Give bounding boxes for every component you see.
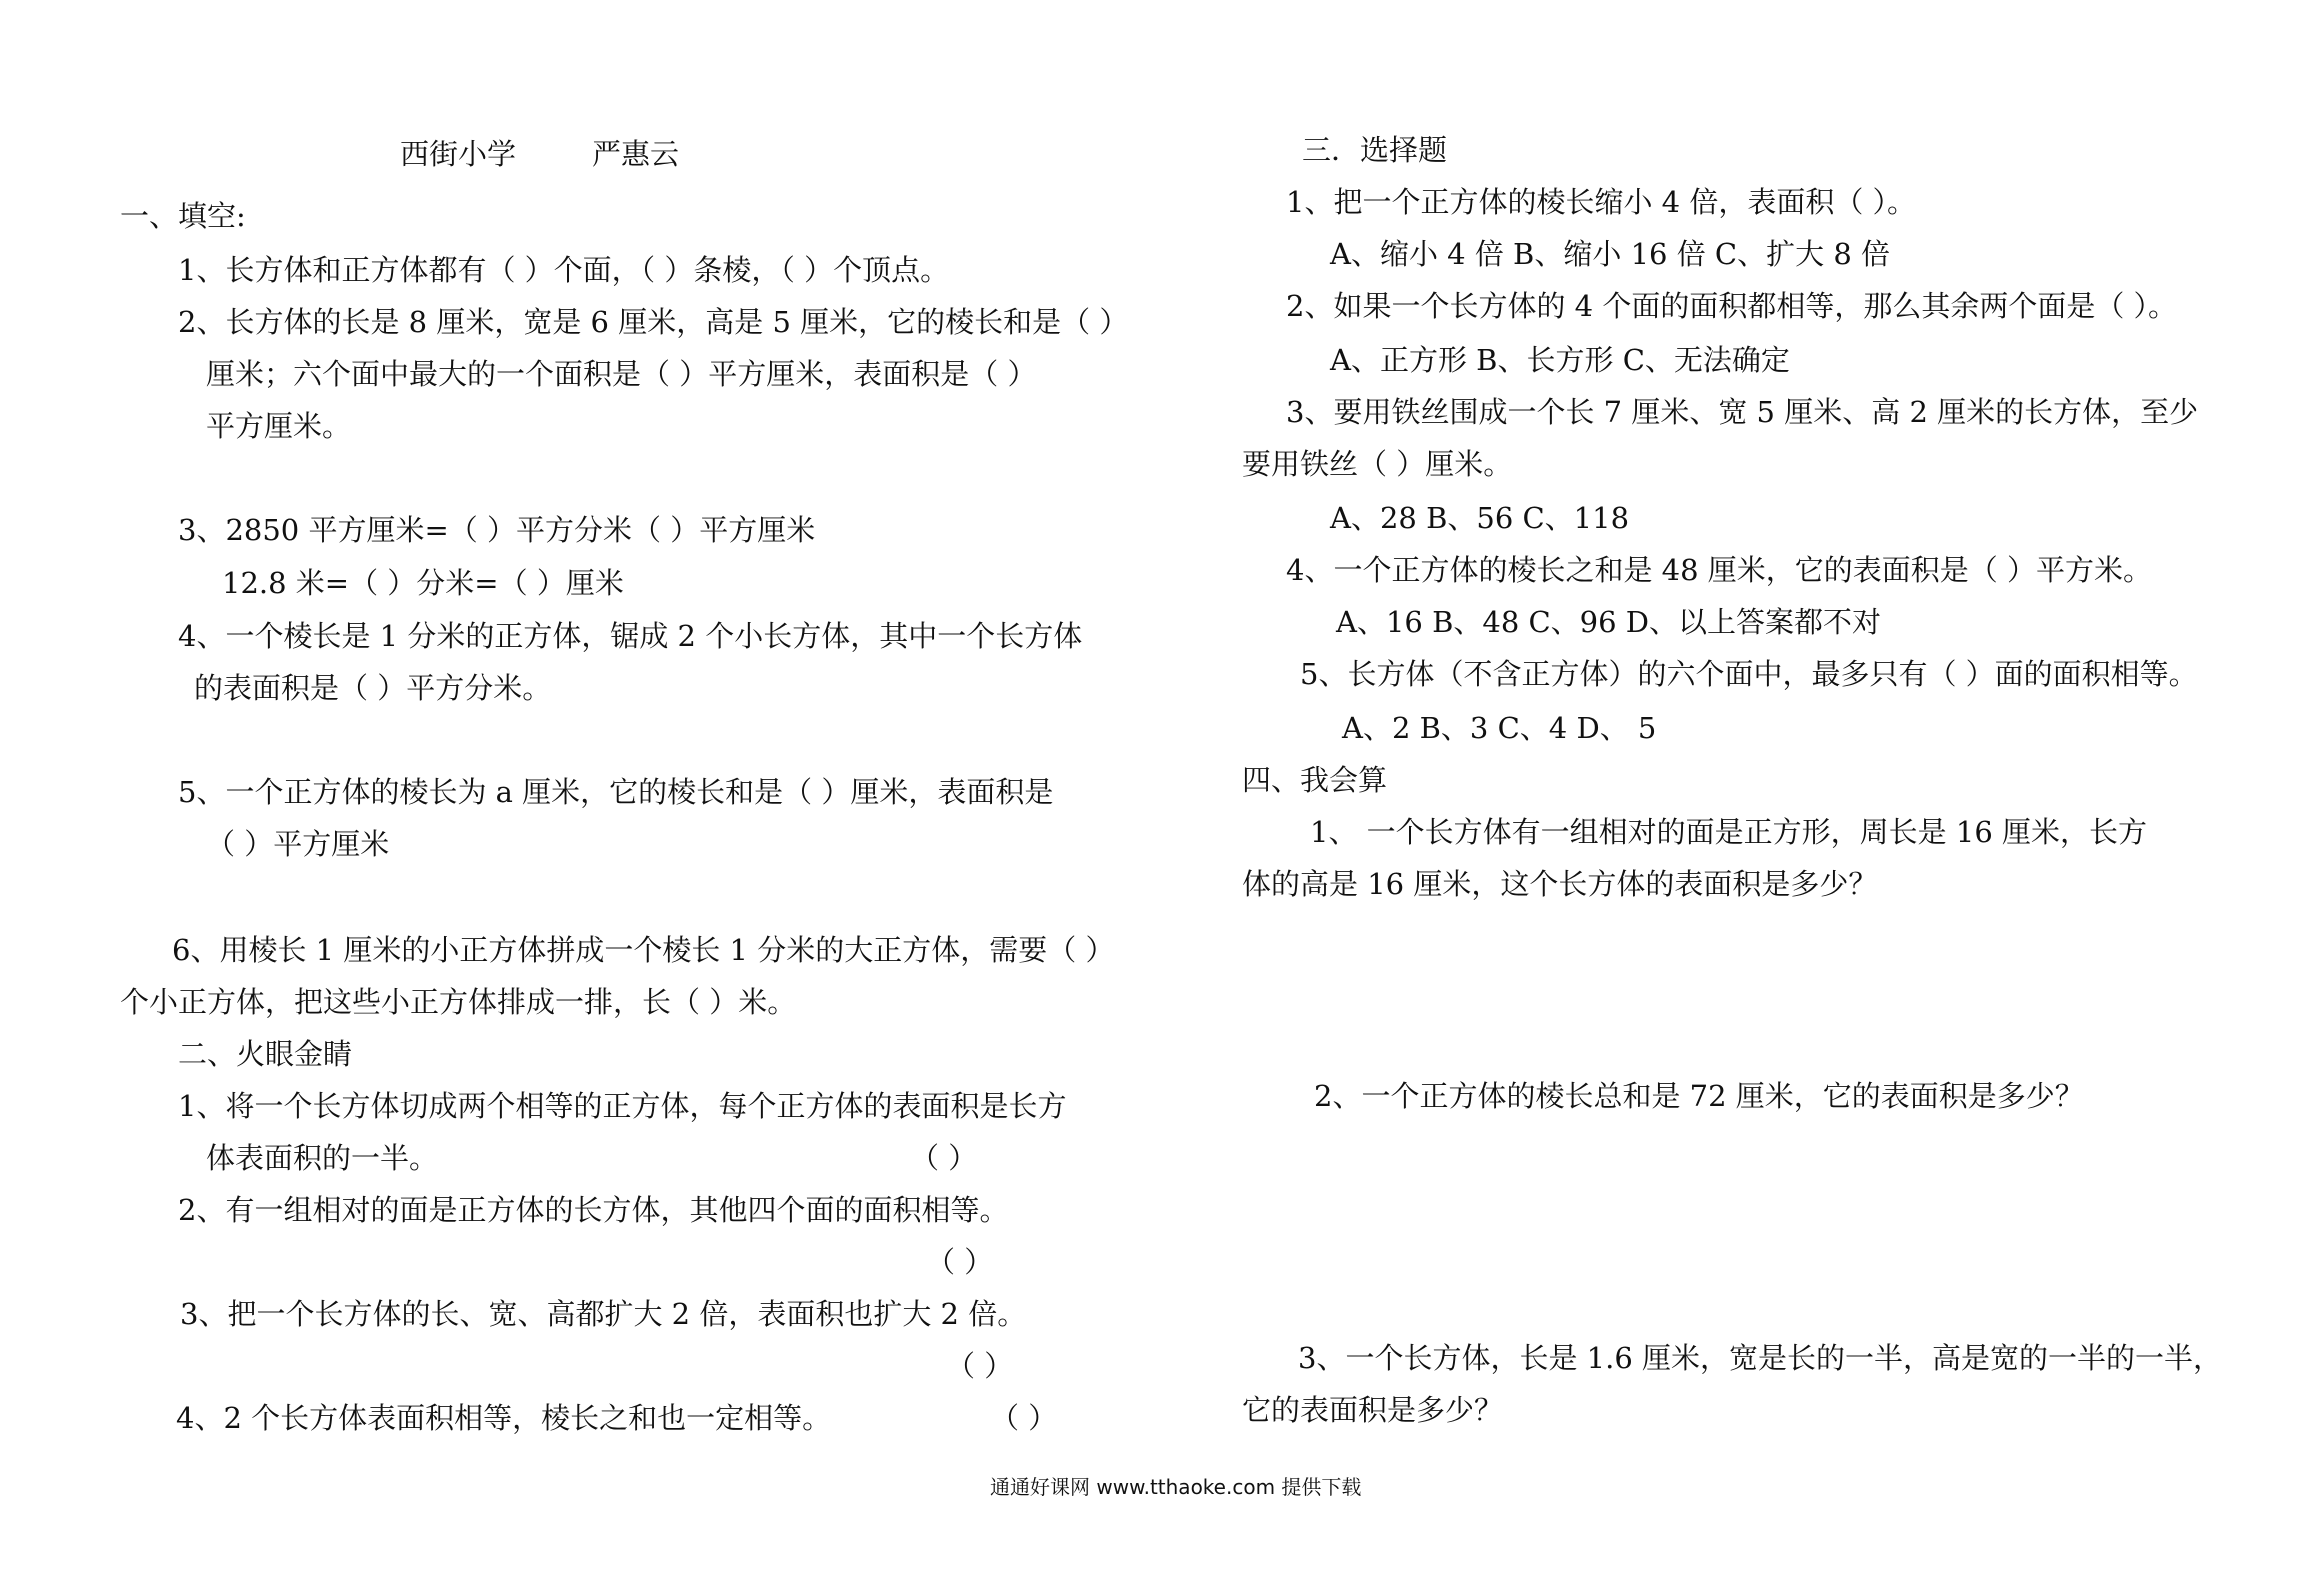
choice-q1-options: A、缩小 4 倍 B、缩小 16 倍 C、扩大 8 倍 bbox=[1330, 237, 1890, 271]
tf-q1-answer: （ ） bbox=[910, 1141, 978, 1175]
calc-q1-line1: 1、 一个长方体有一组相对的面是正方形，周长是 16 厘米，长方 bbox=[1310, 815, 2148, 849]
fill-q2-line2: 厘米；六个面中最大的一个面积是（ ）平方厘米，表面积是（ ） bbox=[206, 357, 1037, 391]
choice-q2: 2、如果一个长方体的 4 个面的面积都相等，那么其余两个面是（ ）。 bbox=[1286, 289, 2178, 323]
school-name: 西街小学 bbox=[400, 137, 517, 171]
tf-q1-line2: 体表面积的一半。 bbox=[206, 1141, 439, 1175]
tf-q3: 3、把一个长方体的长、宽、高都扩大 2 倍，表面积也扩大 2 倍。 bbox=[180, 1297, 1027, 1331]
fill-q5-line1: 5、一个正方体的棱长为 a 厘米，它的棱长和是（ ）厘米，表面积是 bbox=[178, 775, 1054, 809]
section-4-title: 四、我会算 bbox=[1242, 763, 1388, 797]
fill-q4-line1: 4、一个棱长是 1 分米的正方体，锯成 2 个小长方体，其中一个长方体 bbox=[178, 619, 1083, 653]
calc-q3-line2: 它的表面积是多少？ bbox=[1242, 1393, 1504, 1427]
choice-q3-options: A、28 B、56 C、118 bbox=[1330, 501, 1630, 535]
tf-q1-line1: 1、将一个长方体切成两个相等的正方体，每个正方体的表面积是长方 bbox=[178, 1089, 1067, 1123]
calc-q1-line2: 体的高是 16 厘米，这个长方体的表面积是多少？ bbox=[1242, 867, 1878, 901]
teacher-name: 严惠云 bbox=[592, 137, 680, 171]
tf-q4: 4、2 个长方体表面积相等，棱长之和也一定相等。 bbox=[176, 1401, 832, 1435]
choice-q5: 5、长方体（不含正方体）的六个面中，最多只有（ ）面的面积相等。 bbox=[1300, 657, 2198, 691]
fill-q1: 1、长方体和正方体都有（ ）个面，（ ）条棱，（ ）个顶点。 bbox=[178, 253, 950, 287]
fill-q2-line3: 平方厘米。 bbox=[206, 409, 352, 443]
choice-q3-line2: 要用铁丝（ ）厘米。 bbox=[1242, 447, 1513, 481]
fill-q3-line2: 12.8 米=（ ）分米=（ ）厘米 bbox=[222, 566, 624, 600]
choice-q1: 1、把一个正方体的棱长缩小 4 倍，表面积（ ）。 bbox=[1286, 185, 1917, 219]
choice-q4-options: A、16 B、48 C、96 D、以上答案都不对 bbox=[1336, 605, 1882, 639]
fill-q5-line2: （ ）平方厘米 bbox=[206, 827, 390, 861]
choice-q3-line1: 3、要用铁丝围成一个长 7 厘米、宽 5 厘米、高 2 厘米的长方体，至少 bbox=[1286, 395, 2199, 429]
section-2-title: 二、火眼金睛 bbox=[178, 1037, 353, 1071]
calc-q3-line1: 3、一个长方体，长是 1.6 厘米，宽是长的一半，高是宽的一半的一半， bbox=[1298, 1341, 2223, 1375]
tf-q2-answer: （ ） bbox=[926, 1245, 994, 1279]
tf-q2: 2、有一组相对的面是正方体的长方体，其他四个面的面积相等。 bbox=[178, 1193, 1009, 1227]
section-1-title: 一、填空: bbox=[120, 199, 246, 233]
footer-credit: 通通好课网 www.tthaoke.com 提供下载 bbox=[990, 1475, 1362, 1499]
fill-q6-line1: 6、用棱长 1 厘米的小正方体拼成一个棱长 1 分米的大正方体，需要（ ） bbox=[172, 933, 1115, 967]
choice-q5-options: A、2 B、3 C、4 D、 5 bbox=[1342, 711, 1657, 745]
fill-q2-line1: 2、长方体的长是 8 厘米，宽是 6 厘米，高是 5 厘米，它的棱长和是（ ） bbox=[178, 305, 1129, 339]
choice-q4: 4、一个正方体的棱长之和是 48 厘米，它的表面积是（ ）平方米。 bbox=[1286, 553, 2153, 587]
tf-q4-answer: （ ） bbox=[990, 1401, 1058, 1435]
fill-q6-line2: 个小正方体，把这些小正方体排成一排，长（ ）米。 bbox=[120, 985, 797, 1019]
section-3-title: 三．选择题 bbox=[1302, 133, 1448, 167]
fill-q4-line2: 的表面积是（ ）平方分米。 bbox=[194, 671, 552, 705]
choice-q2-options: A、正方形 B、长方形 C、无法确定 bbox=[1330, 343, 1790, 377]
calc-q2: 2、一个正方体的棱长总和是 72 厘米，它的表面积是多少？ bbox=[1314, 1079, 2084, 1113]
fill-q3-line1: 3、2850 平方厘米=（ ）平方分米（ ）平方厘米 bbox=[178, 513, 816, 547]
tf-q3-answer: （ ） bbox=[946, 1349, 1014, 1383]
